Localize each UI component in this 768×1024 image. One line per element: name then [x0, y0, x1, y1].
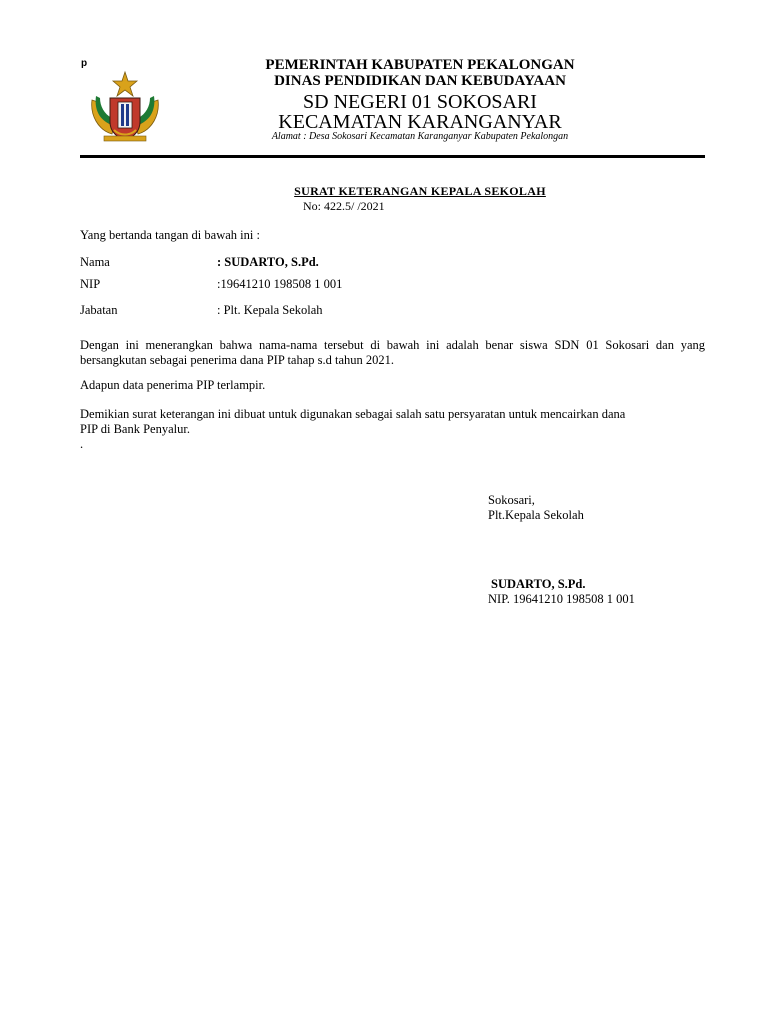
header-school-name: SD NEGERI 01 SOKOSARI	[303, 91, 537, 113]
field-label-nama: Nama	[80, 255, 110, 269]
signature-place: Sokosari,	[488, 493, 535, 507]
letter-paragraph-attachment: Adapun data penerima PIP terlampir.	[80, 378, 266, 392]
header-government-line: PEMERINTAH KABUPATEN PEKALONGAN	[265, 57, 575, 73]
header-divider	[80, 155, 705, 158]
field-label-nip: NIP	[80, 277, 101, 291]
letter-title: SURAT KETERANGAN KEPALA SEKOLAH	[294, 184, 546, 198]
signature-position: Plt.Kepala Sekolah	[488, 508, 584, 522]
signature-nip: NIP. 19641210 198508 1 001	[488, 592, 635, 606]
letter-paragraph-statement: Dengan ini menerangkan bahwa nama-nama tersebut di bawah ini adalah benar siswa SDN 01 Sokosari dan yang bersangkutan sebagai penerima dana PIP tahap s.d tahun 2021.	[80, 338, 705, 367]
header-address: Alamat : Desa Sokosari Kecamatan Karanganyar Kabupaten Pekalongan	[271, 131, 569, 142]
stray-mark: p	[81, 58, 88, 69]
field-value-nip: :19641210 198508 1 001	[217, 277, 343, 291]
letter-number: No: 422.5/ /2021	[303, 199, 385, 213]
letter-intro: Yang bertanda tangan di bawah ini :	[80, 228, 260, 242]
letter-paragraph-closing: Demikian surat keterangan ini dibuat untuk digunakan sebagai salah satu persyaratan untuk mencairkan dana PIP di Bank Penyalur.	[80, 407, 626, 436]
regency-emblem-logo	[88, 70, 162, 144]
letter-trailing-dot: .	[80, 437, 84, 451]
field-label-jabatan: Jabatan	[80, 303, 118, 317]
header-district-name: KECAMATAN KARANGANYAR	[278, 111, 562, 133]
signature-name: SUDARTO, S.Pd.	[491, 577, 586, 591]
field-value-nama: : SUDARTO, S.Pd.	[217, 255, 319, 269]
header-department-line: DINAS PENDIDIKAN DAN KEBUDAYAAN	[274, 73, 566, 89]
field-value-jabatan: : Plt. Kepala Sekolah	[217, 303, 323, 317]
